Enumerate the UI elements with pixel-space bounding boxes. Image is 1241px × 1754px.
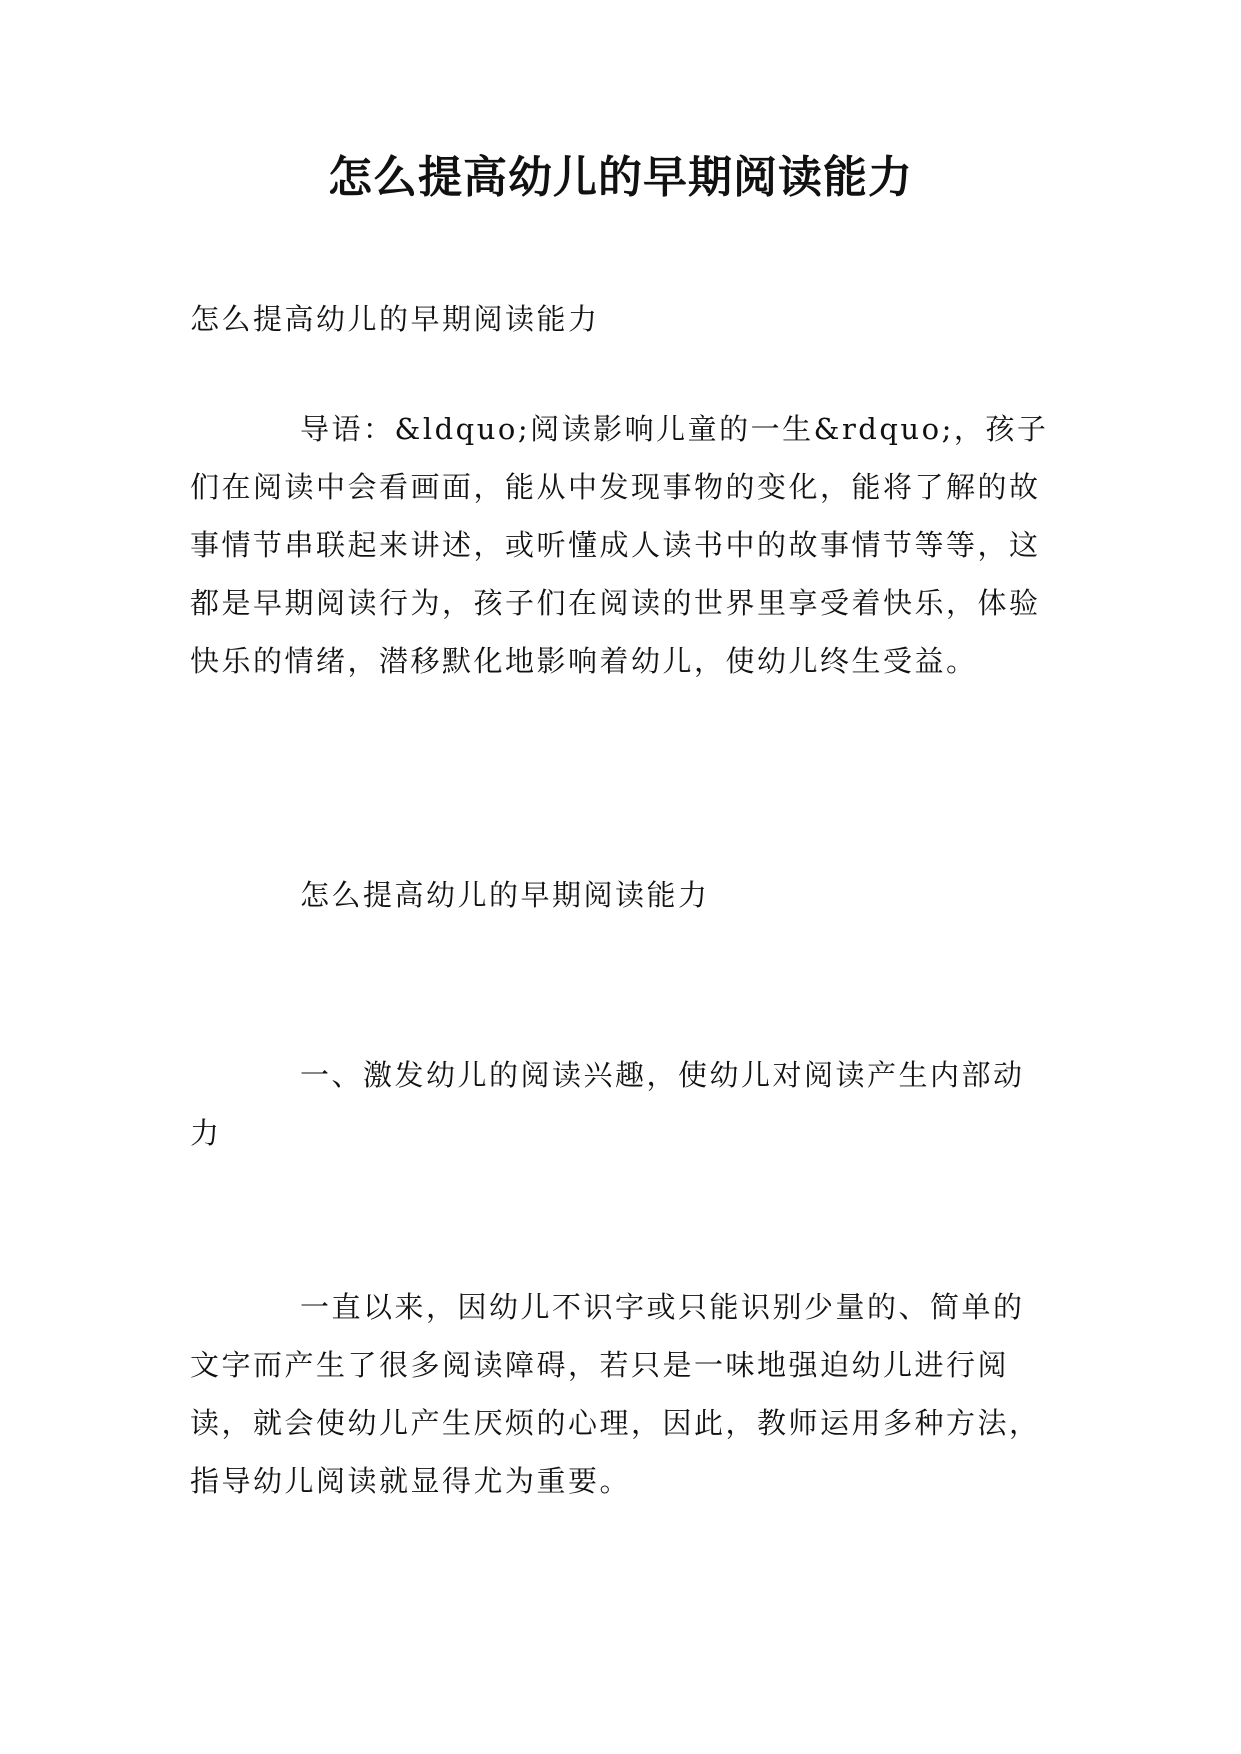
document-subtitle: 怎么提高幼儿的早期阅读能力 [190, 302, 600, 336]
document-title: 怎么提高幼儿的早期阅读能力 [328, 152, 913, 203]
section-1-title: 一、激发幼儿的阅读兴趣，使幼儿对阅读产生内部动力 [190, 1058, 1025, 1150]
section-1-body: 一直以来，因幼儿不识字或只能识别少量的、简单的文字而产生了很多阅读障碍，若只是一味地强迫幼儿进行阅读，就会使幼儿产生厌烦的心理，因此，教师运用多种方法，指导幼儿阅读就显得尤为重要。 [190, 1290, 1041, 1498]
section-heading: 怎么提高幼儿的早期阅读能力 [300, 878, 710, 912]
intro-paragraph: 导语：&ldquo;阅读影响儿童的一生&rdquo;，孩子们在阅读中会看画面，能从中发现事物的变化，能将了解的故事情节串联起来讲述，或听懂成人读书中的故事情节等等，这都是早期阅读行为，孩子们在阅读的世界里享受着快乐，体验快乐的情绪，潜移默化地影响着幼儿，使幼儿终生受益。 [190, 412, 1049, 678]
